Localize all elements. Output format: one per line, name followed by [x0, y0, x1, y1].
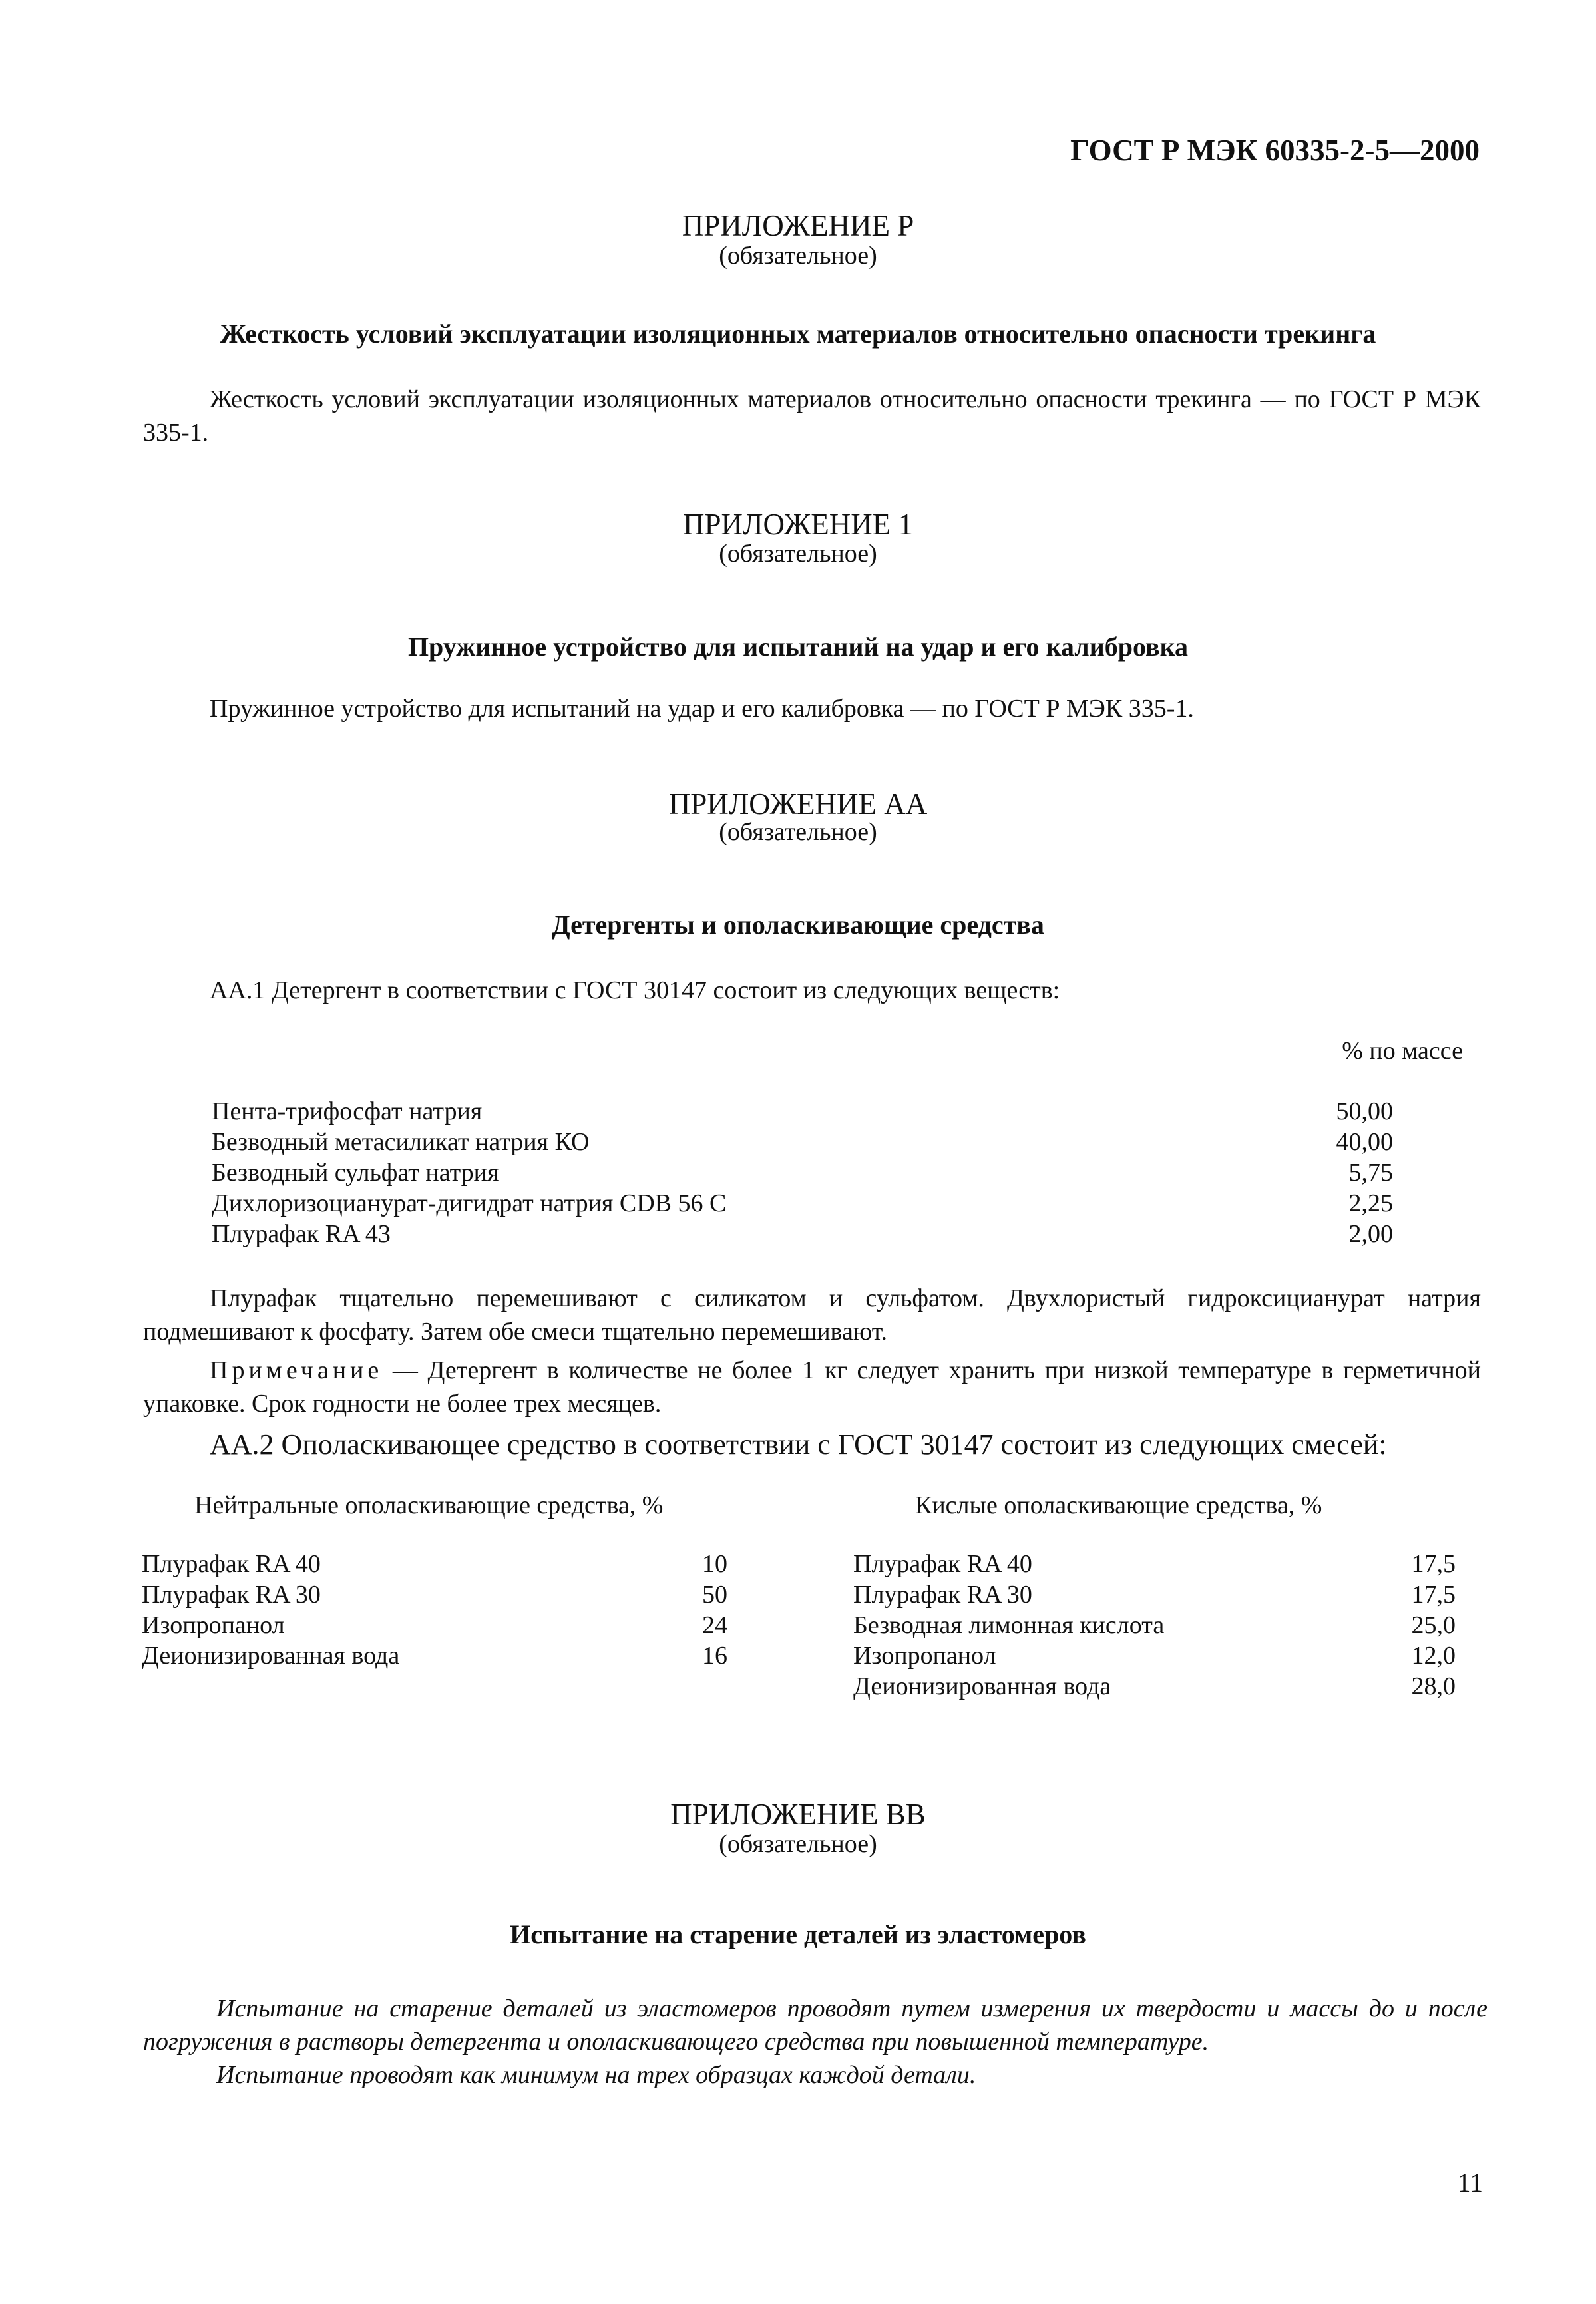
- detergent-list: [212, 1097, 1393, 1250]
- list-item: Деионизированная вода 16: [142, 1642, 727, 1670]
- annex-bb-text-2: Испытание проводят как минимум на трех образцах каждой детали.: [216, 2061, 976, 2089]
- annex-r-title: ПРИЛОЖЕНИЕ Р: [682, 209, 914, 242]
- list-item: Безводный сульфат натрия 5,75: [212, 1159, 1393, 1187]
- annex-1-title: ПРИЛОЖЕНИЕ 1: [683, 508, 913, 541]
- annex-bb-heading: Испытание на старение деталей из эластомеров: [510, 1919, 1086, 1949]
- list-item: Безводная лимонная кислота 25,0: [853, 1611, 1456, 1639]
- list-item: Изопропанол 12,0: [853, 1642, 1456, 1670]
- note-label: Примечание: [210, 1356, 383, 1384]
- annex-r-heading: Жесткость условий эксплуатации изоляционных материалов относительно опасности трекинга: [220, 319, 1376, 349]
- note-text: — Детергент в количестве не более 1 кг следует хранить при низкой температуре в герметичной упаковке. Срок годности не более трех месяцев.: [143, 1356, 1481, 1418]
- neutral-list: [142, 1549, 727, 1672]
- list-item: Изопропанол 24: [142, 1611, 727, 1639]
- acid-list: [853, 1549, 1456, 1702]
- list-item: Плурафак RA 30 50: [142, 1581, 727, 1609]
- list-item: Плурафак RA 43 2,00: [212, 1220, 1393, 1248]
- document-code: ГОСТ Р МЭК 60335-2-5—2000: [1070, 134, 1480, 167]
- acid-header: Кислые ополаскивающие средства, %: [915, 1491, 1322, 1519]
- annex-bb-text-1: Испытание на старение деталей из эластомеров проводят путем измерения их твердости и массы до и после погружения в растворы детергента и ополаскивающего средства при повышенной температуре.: [143, 1995, 1488, 2056]
- mixing-text: Плурафак тщательно перемешивают с силикатом и сульфатом. Двухлористый гидроксицианурат натрия подмешивают к фосфату. Затем обе смеси тщательно перемешивают.: [143, 1284, 1481, 1346]
- list-item: Деионизированная вода 28,0: [853, 1672, 1456, 1700]
- annex-r-status: (обязательное): [719, 242, 877, 270]
- list-item: Плурафак RA 30 17,5: [853, 1581, 1456, 1609]
- list-item: Пента-трифосфат натрия 50,00: [212, 1097, 1393, 1125]
- annex-1-status: (обязательное): [719, 540, 877, 568]
- list-item: Дихлоризоцианурат-дигидрат натрия CDB 56 С 2,25: [212, 1189, 1393, 1217]
- aa2-text: АА.2 Ополаскивающее средство в соответствии с ГОСТ 30147 состоит из следующих смесей:: [210, 1428, 1387, 1461]
- page-number: 11: [1457, 2168, 1483, 2198]
- annex-1-heading: Пружинное устройство для испытаний на удар и его калибровка: [407, 632, 1189, 662]
- aa1-text: АА.1 Детергент в соответствии с ГОСТ 30147 состоит из следующих веществ:: [210, 976, 1060, 1004]
- list-item: Безводный метасиликат натрия КО 40,00: [212, 1128, 1393, 1156]
- list-item: Плурафак RA 40 17,5: [853, 1550, 1456, 1578]
- annex-aa-status: (обязательное): [719, 818, 877, 846]
- annex-bb-status: (обязательное): [719, 1830, 877, 1858]
- annex-aa-title: ПРИЛОЖЕНИЕ АА: [668, 787, 928, 821]
- annex-1-text: Пружинное устройство для испытаний на удар и его калибровка — по ГОСТ Р МЭК 335-1.: [210, 695, 1194, 723]
- annex-aa-heading: Детергенты и ополаскивающие средства: [552, 910, 1044, 940]
- annex-bb-title: ПРИЛОЖЕНИЕ ВВ: [670, 1798, 926, 1831]
- list-item: Плурафак RA 40 10: [142, 1550, 727, 1578]
- mass-header: % по массе: [1342, 1037, 1463, 1065]
- neutral-header: Нейтральные ополаскивающие средства, %: [194, 1491, 664, 1519]
- annex-r-text: Жесткость условий эксплуатации изоляционных материалов относительно опасности трекинга — по ГОСТ Р МЭК 335-1.: [143, 385, 1481, 447]
- note: [143, 1354, 1481, 1420]
